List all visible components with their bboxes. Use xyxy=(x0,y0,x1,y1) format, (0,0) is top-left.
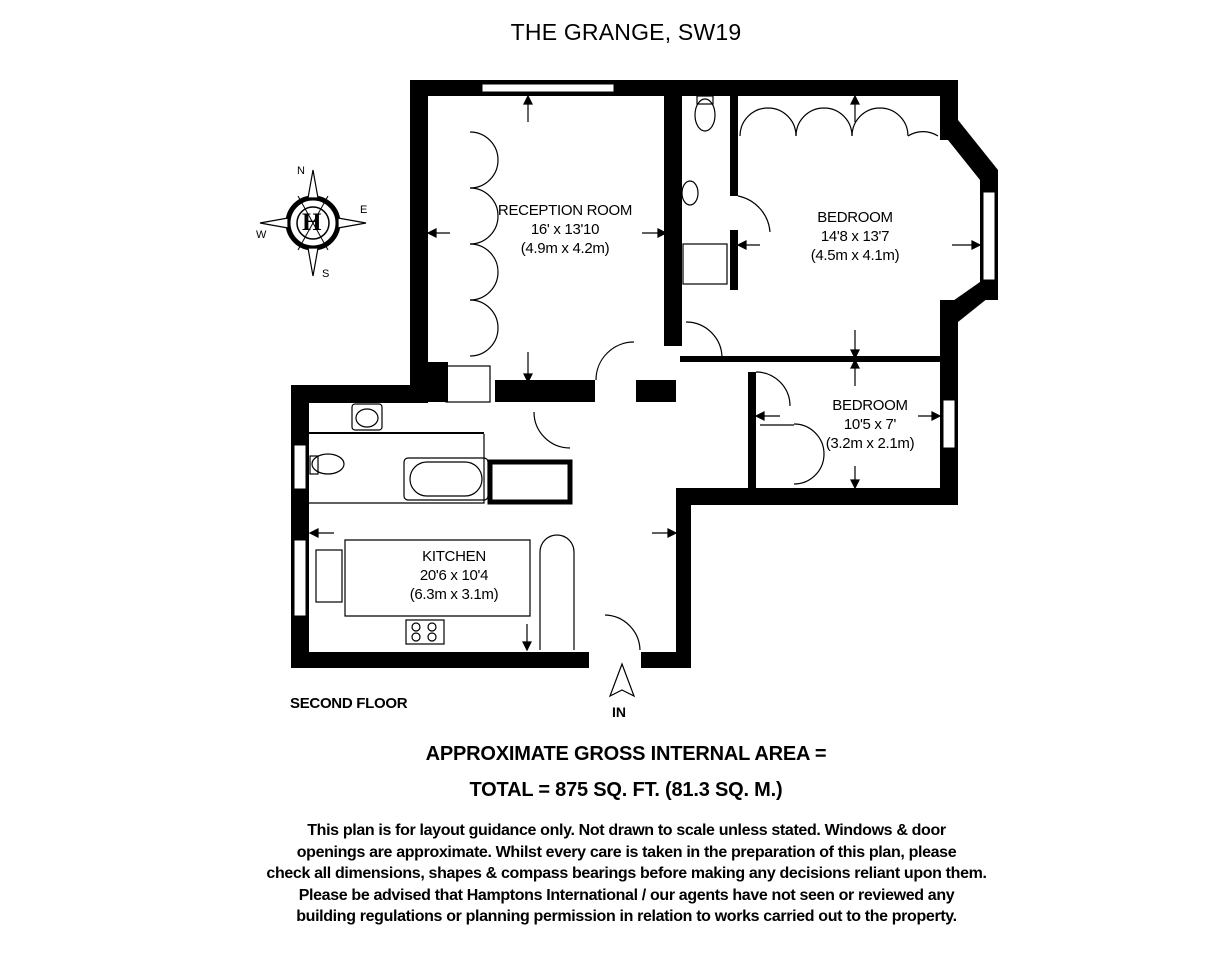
wall-bed1-bottom xyxy=(680,356,940,362)
room-size-metric: (4.9m x 4.2m) xyxy=(520,240,610,257)
room-name: BEDROOM xyxy=(817,209,893,226)
wall-ensuite2 xyxy=(730,230,738,290)
wall-reception-bottom xyxy=(495,380,595,402)
wall-cupboard xyxy=(490,462,570,502)
wall-reception-right xyxy=(664,96,682,346)
disclaimer-line: check all dimensions, shapes & compass bearings before making any decisions reliant upon them. xyxy=(266,865,987,882)
wall-left-lower xyxy=(291,385,309,668)
room-size-imperial: 14'8 x 13'7 xyxy=(820,228,890,245)
wall-bath-bottom xyxy=(309,432,484,434)
compass-east: E xyxy=(360,204,368,216)
wall-left-reception xyxy=(410,80,428,386)
window-reception xyxy=(482,84,614,92)
disclaimer-line: Please be advised that Hamptons International / our agents have not seen or reviewed any xyxy=(298,886,955,904)
compass-west: W xyxy=(256,229,267,241)
compass-emblem: H xyxy=(302,209,322,236)
wall-bottom-bedroom2 xyxy=(676,488,958,505)
room-size-metric: (6.3m x 3.1m) xyxy=(409,586,499,603)
plan-title: THE GRANGE, SW19 xyxy=(510,19,742,45)
disclaimer-line: openings are approximate. Whilst every care is taken in the preparation of this plan, please xyxy=(296,843,957,861)
compass-south: S xyxy=(322,268,330,280)
room-size-imperial: 20'6 x 10'4 xyxy=(419,567,489,584)
room-size-imperial: 10'5 x 7' xyxy=(843,416,897,433)
compass-north: N xyxy=(297,165,305,177)
wall-ensuite xyxy=(730,96,738,196)
disclaimer-line: This plan is for layout guidance only. Not drawn to scale unless stated. Windows & door xyxy=(307,822,946,839)
window-kitchen xyxy=(294,540,306,616)
room-bedroom-1 xyxy=(785,208,925,265)
floor-label: SECOND FLOOR xyxy=(290,695,408,712)
window-bath xyxy=(294,445,306,489)
room-size-imperial: 16' x 13'10 xyxy=(530,221,600,238)
disclaimer-line: building regulations or planning permission in relation to works carried out to the property. xyxy=(296,908,957,925)
room-name: RECEPTION ROOM xyxy=(497,202,633,219)
wall-bed2-left xyxy=(748,372,756,488)
wall-hall-top xyxy=(636,380,676,402)
entrance-label: IN xyxy=(612,704,626,720)
wall-right-kitchen xyxy=(676,500,691,668)
area-total: TOTAL = 875 SQ. FT. (81.3 SQ. M.) xyxy=(469,779,783,801)
room-kitchen xyxy=(384,547,524,604)
disclaimer xyxy=(190,820,1063,928)
room-size-metric: (3.2m x 2.1m) xyxy=(825,435,915,452)
wall-reception-bottom-left xyxy=(428,362,448,402)
wall-bottom-left xyxy=(291,652,589,668)
room-bedroom-2 xyxy=(800,396,940,453)
area-heading: APPROXIMATE GROSS INTERNAL AREA = xyxy=(425,743,827,765)
room-name: KITCHEN xyxy=(422,548,486,565)
window-bed2 xyxy=(943,400,955,448)
wall-top-bedroom xyxy=(680,80,958,96)
room-name: BEDROOM xyxy=(832,397,908,414)
wall-top-bathroom xyxy=(291,385,428,403)
window-bay xyxy=(983,192,995,280)
room-reception xyxy=(490,201,640,258)
room-size-metric: (4.5m x 4.1m) xyxy=(810,247,900,264)
